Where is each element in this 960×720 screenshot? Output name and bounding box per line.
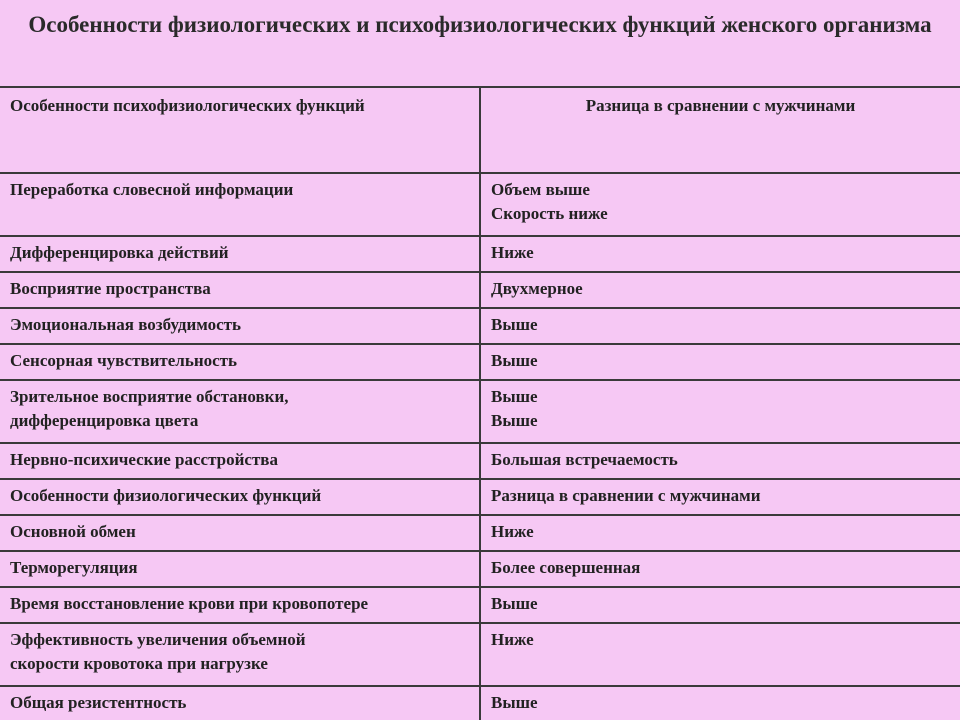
table-row — [0, 344, 960, 380]
feature-cell: Зрительное восприятие обстановки, дифференцировка цвета — [0, 380, 480, 443]
table-header-row — [0, 87, 960, 173]
table-row — [0, 515, 960, 551]
table-row — [0, 173, 960, 236]
difference-cell: Двухмерное — [480, 272, 960, 308]
comparison-table-wrapper — [0, 86, 960, 720]
table-row — [0, 272, 960, 308]
table-row — [0, 380, 960, 443]
column-header-difference: Разница в сравнении с мужчинами — [480, 87, 960, 173]
difference-cell: Объем выше Скорость ниже — [480, 173, 960, 236]
table-row — [0, 587, 960, 623]
difference-cell: Выше — [480, 686, 960, 720]
feature-cell: Восприятие пространства — [0, 272, 480, 308]
difference-cell: Выше Выше — [480, 380, 960, 443]
feature-cell: Сенсорная чувствительность — [0, 344, 480, 380]
table-row — [0, 308, 960, 344]
table-row — [0, 443, 960, 479]
table-row — [0, 236, 960, 272]
difference-cell: Выше — [480, 344, 960, 380]
table-subheader-row — [0, 479, 960, 515]
feature-cell: Эмоциональная возбудимость — [0, 308, 480, 344]
feature-cell: Общая резистентность — [0, 686, 480, 720]
difference-cell: Более совершенная — [480, 551, 960, 587]
difference-cell: Выше — [480, 308, 960, 344]
table-row — [0, 551, 960, 587]
feature-cell: Терморегуляция — [0, 551, 480, 587]
table-row — [0, 686, 960, 720]
difference-cell: Ниже — [480, 515, 960, 551]
feature-cell: Особенности физиологических функций — [0, 479, 480, 515]
comparison-table — [0, 86, 960, 720]
table-row — [0, 623, 960, 686]
difference-cell: Ниже — [480, 623, 960, 686]
difference-cell: Выше — [480, 587, 960, 623]
feature-cell: Основной обмен — [0, 515, 480, 551]
difference-cell: Ниже — [480, 236, 960, 272]
column-header-features: Особенности психофизиологических функций — [0, 87, 480, 173]
page-title: Особенности физиологических и психофизиологических функций женского организма — [28, 12, 932, 37]
difference-cell: Большая встречаемость — [480, 443, 960, 479]
feature-cell: Дифференцировка действий — [0, 236, 480, 272]
feature-cell: Переработка словесной информации — [0, 173, 480, 236]
feature-cell: Эффективность увеличения объемной скорости кровотока при нагрузке — [0, 623, 480, 686]
difference-cell: Разница в сравнении с мужчинами — [480, 479, 960, 515]
feature-cell: Время восстановление крови при кровопотере — [0, 587, 480, 623]
feature-cell: Нервно-психические расстройства — [0, 443, 480, 479]
